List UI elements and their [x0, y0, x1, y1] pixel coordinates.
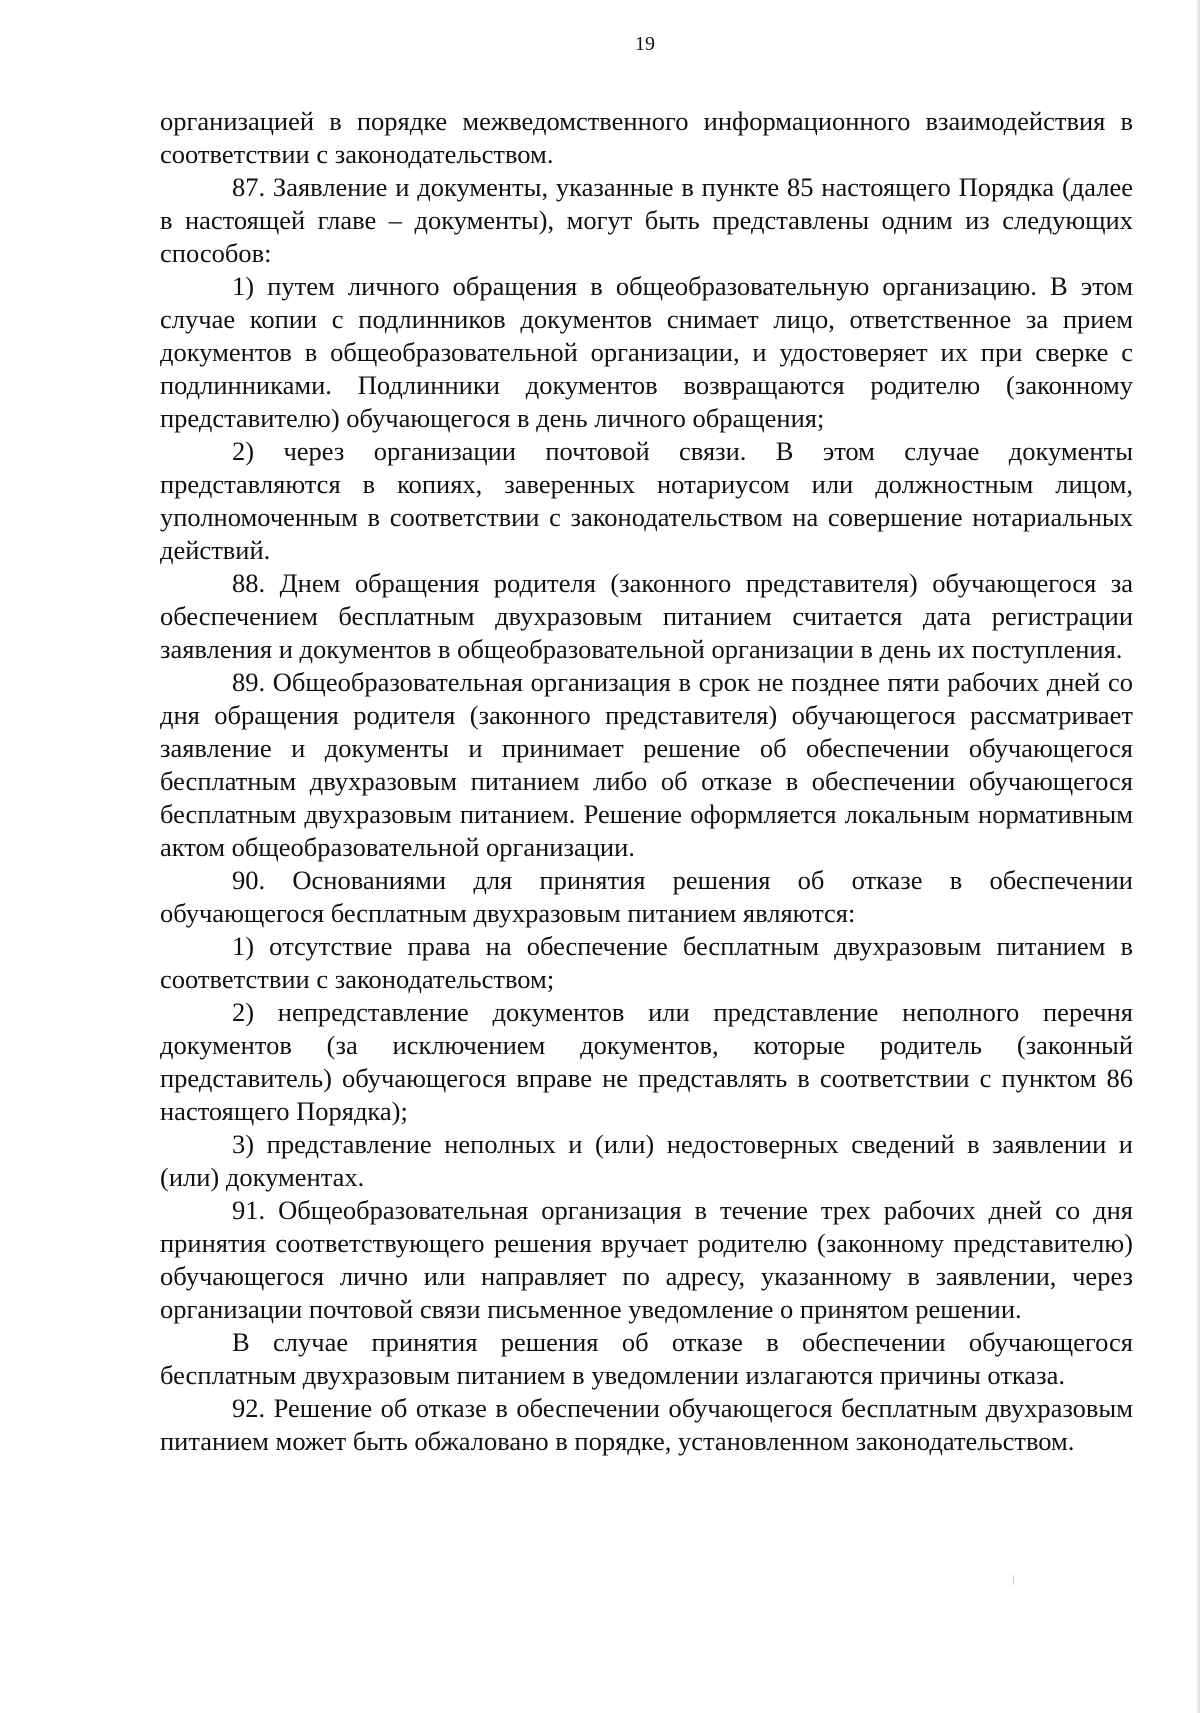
paragraph-87-item-2: 2) через организации почтовой связи. В этом случае документы представляются в копиях, заверенных нотариусом или должностным лицом, уполномоченным в соответствии с законодательством на совершение нотариальных действий. — [160, 436, 1133, 565]
paragraph-90-item-1: 1) отсутствие права на обеспечение бесплатным двухразовым питанием в соответствии с законодательством; — [160, 931, 1133, 994]
scan-artifact-mark — [1013, 1575, 1014, 1585]
scan-edge-shadow — [1196, 0, 1200, 1713]
paragraph-87-item-1: 1) путем личного обращения в общеобразовательную организацию. В этом случае копии с подлинников документов снимает лицо, ответственное за прием документов в общеобразовательной организации, и удостоверяет их при сверке с подлинниками. Подлинники документов возвращаются родителю (законному представителю) обучающегося в день личного обращения; — [160, 271, 1133, 433]
paragraph-89: 89. Общеобразовательная организация в срок не позднее пяти рабочих дней со дня обращения родителя (законного представителя) обучающегося рассматривает заявление и документы и принимает решение об обеспечении обучающегося бесплатным двухразовым питанием либо об отказе в обеспечении обучающегося бесплатным двухразовым питанием. Решение оформляется локальным нормативным актом общеобразовательной организации. — [160, 667, 1133, 862]
paragraph-90-item-2: 2) непредставление документов или представление неполного перечня документов (за исключением документов, которые родитель (законный представитель) обучающегося вправе не представлять в соответствии с пунктом 86 настоящего Порядка); — [160, 997, 1133, 1126]
page-number: 19 — [635, 33, 655, 55]
paragraph-91-refusal: В случае принятия решения об отказе в обеспечении обучающегося бесплатным двухразовым питанием в уведомлении излагаются причины отказа. — [160, 1327, 1133, 1390]
paragraph-92: 92. Решение об отказе в обеспечении обучающегося бесплатным двухразовым питанием может быть обжаловано в порядке, установленном законодательством. — [160, 1393, 1133, 1456]
paragraph-88: 88. Днем обращения родителя (законного представителя) обучающегося за обеспечением бесплатным двухразовым питанием считается дата регистрации заявления и документов в общеобразовательной организации в день их поступления. — [160, 568, 1133, 664]
paragraph-90-item-3: 3) представление неполных и (или) недостоверных сведений в заявлении и (или) документах. — [160, 1129, 1133, 1192]
paragraph-87: 87. Заявление и документы, указанные в пункте 85 настоящего Порядка (далее в настоящей главе – документы), могут быть представлены одним из следующих способов: — [160, 172, 1133, 268]
paragraph-91: 91. Общеобразовательная организация в течение трех рабочих дней со дня принятия соответствующего решения вручает родителю (законному представителю) обучающегося лично или направляет по адресу, указанному в заявлении, через организации почтовой связи письменное уведомление о принятом решении. — [160, 1195, 1133, 1324]
paragraph-90: 90. Основаниями для принятия решения об отказе в обеспечении обучающегося бесплатным двухразовым питанием являются: — [160, 865, 1133, 928]
paragraph-continuation: организацией в порядке межведомственного информационного взаимодействия в соответствии с законодательством. — [160, 106, 1133, 169]
document-body — [160, 105, 1133, 1458]
